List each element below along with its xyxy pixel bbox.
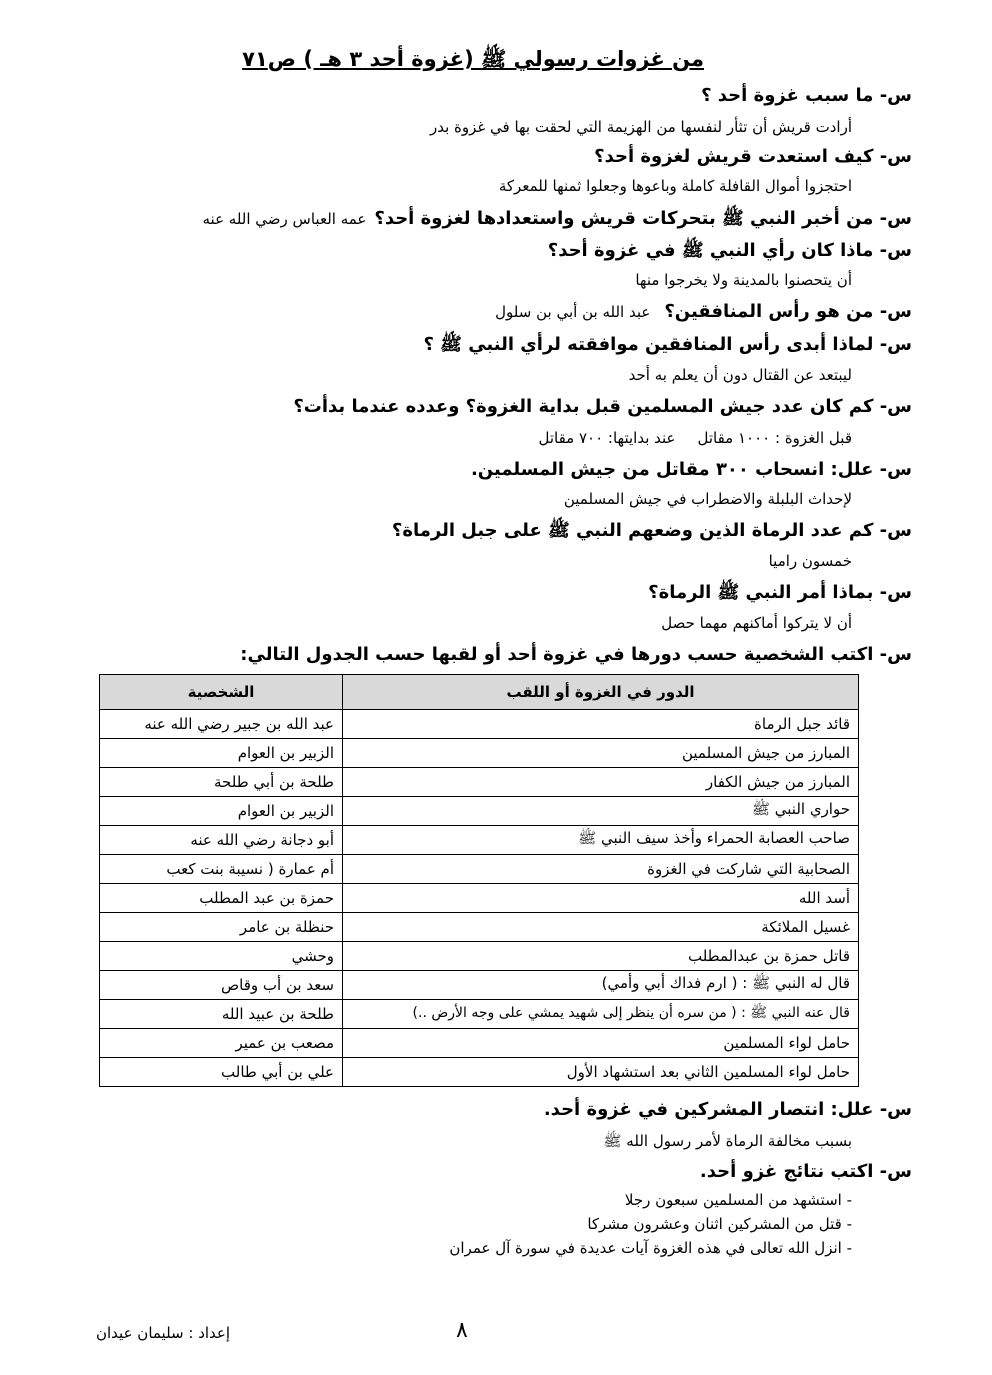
person-cell: مصعب بن عمير bbox=[100, 1029, 343, 1058]
answer-12: بسبب مخالفة الرماة لأمر رسول الله ﷺ bbox=[603, 1132, 852, 1150]
table-row bbox=[100, 855, 859, 884]
table-row bbox=[100, 1058, 859, 1087]
person-cell: طلحة بن عبيد الله bbox=[100, 1000, 343, 1029]
table-row bbox=[100, 1029, 859, 1058]
table-row bbox=[100, 768, 859, 797]
answer-4: أن يتحصنوا بالمدينة ولا يخرجوا منها bbox=[635, 271, 852, 289]
table-row bbox=[100, 942, 859, 971]
person-cell: حنظلة بن عامر bbox=[100, 913, 343, 942]
person-cell: حمزة بن عبد المطلب bbox=[100, 884, 343, 913]
role-cell: الصحابية التي شاركت في الغزوة bbox=[343, 855, 859, 884]
person-cell: سعد بن أب وقاص bbox=[100, 971, 343, 1000]
person-cell: علي بن أبي طالب bbox=[100, 1058, 343, 1087]
author-credit: إعداد : سليمان عيدان bbox=[96, 1324, 231, 1342]
list-item: - انزل الله تعالى في هذه الغزوة آيات عديدة في سورة آل عمران bbox=[449, 1239, 852, 1257]
question-5 bbox=[495, 300, 912, 324]
question-4: س- ماذا كان رأي النبي ﷺ في غزوة أحد؟ bbox=[547, 240, 912, 261]
list-item: - قتل من المشركين اثنان وعشرون مشركا bbox=[587, 1215, 852, 1233]
question-13: س- اكتب نتائج غزو أحد. bbox=[699, 1161, 912, 1182]
person-cell: الزبير بن العوام bbox=[100, 739, 343, 768]
answer-7 bbox=[538, 427, 852, 449]
table-header-row bbox=[100, 675, 859, 710]
table-row bbox=[100, 739, 859, 768]
list-item: - استشهد من المسلمين سبعون رجلا bbox=[624, 1191, 852, 1209]
role-cell: المبارز من جيش الكفار bbox=[343, 768, 859, 797]
question-6: س- لماذا أبدى رأس المنافقين موافقته لرأي النبي ﷺ ؟ bbox=[423, 334, 912, 355]
role-cell: حامل لواء المسلمين الثاني بعد استشهاد الأول bbox=[343, 1058, 859, 1087]
role-cell: قائد جبل الرماة bbox=[343, 710, 859, 739]
answer-3: عمه العباس رضي الله عنه bbox=[202, 210, 367, 228]
question-2: س- كيف استعدت قريش لغزوة أحد؟ bbox=[594, 146, 912, 167]
question-3 bbox=[203, 207, 913, 231]
page-title: من غزوات رسولي ﷺ (غزوة أحد ٣ هـ ) ص٧١ bbox=[242, 47, 704, 71]
question-8: س- علل: انسحاب ٣٠٠ مقاتل من جيش المسلمين. bbox=[470, 459, 912, 480]
person-cell: أبو دجانة رضي الله عنه bbox=[100, 826, 343, 855]
role-cell: أسد الله bbox=[343, 884, 859, 913]
person-cell: طلحة بن أبي طلحة bbox=[100, 768, 343, 797]
role-cell: قال له النبي ﷺ : ( ارم فداك أبي وأمي) bbox=[343, 971, 859, 1000]
question-1: س- ما سبب غزوة أحد ؟ bbox=[701, 85, 912, 106]
question-3-text: س- من أخبر النبي ﷺ بتحركات قريش واستعدادها لغزوة أحد؟ bbox=[374, 208, 912, 229]
role-cell: صاحب العصابة الحمراء وأخذ سيف النبي ﷺ bbox=[343, 826, 859, 855]
role-cell: غسيل الملائكة bbox=[343, 913, 859, 942]
question-7: س- كم كان عدد جيش المسلمين قبل بداية الغزوة؟ وعدده عندما بدأت؟ bbox=[293, 396, 912, 417]
table-row bbox=[100, 797, 859, 826]
page-number: ٨ bbox=[456, 1318, 468, 1343]
table-row bbox=[100, 710, 859, 739]
role-cell: المبارز من جيش المسلمين bbox=[343, 739, 859, 768]
answer-10: أن لا يتركوا أماكنهم مهما حصل bbox=[661, 614, 852, 632]
person-cell: أم عمارة ( نسيبة بنت كعب bbox=[100, 855, 343, 884]
role-cell: حواري النبي ﷺ bbox=[343, 797, 859, 826]
answer-2: احتجزوا أموال القافلة كاملة وباعوها وجعلوا ثمنها للمعركة bbox=[498, 177, 852, 195]
table-row bbox=[100, 971, 859, 1000]
person-cell: عبد الله بن جبير رضي الله عنه bbox=[100, 710, 343, 739]
answer-1: أرادت قريش أن تثأر لنفسها من الهزيمة التي لحقت بها في غزوة بدر bbox=[429, 118, 852, 136]
answer-7-before: قبل الغزوة : ١٠٠٠ مقاتل bbox=[697, 429, 852, 447]
table-row bbox=[100, 1000, 859, 1029]
answer-5: عبد الله بن أبي بن سلول bbox=[495, 303, 651, 321]
role-cell: قاتل حمزة بن عبدالمطلب bbox=[343, 942, 859, 971]
results-list bbox=[449, 1188, 852, 1260]
person-cell: الزبير بن العوام bbox=[100, 797, 343, 826]
role-cell: حامل لواء المسلمين bbox=[343, 1029, 859, 1058]
question-5-text: س- من هو رأس المنافقين؟ bbox=[664, 301, 912, 322]
person-cell: وحشي bbox=[100, 942, 343, 971]
question-10: س- بماذا أمر النبي ﷺ الرماة؟ bbox=[648, 582, 912, 603]
header-person: الشخصية bbox=[100, 675, 343, 710]
question-11: س- اكتب الشخصية حسب دورها في غزوة أحد أو لقبها حسب الجدول التالي: bbox=[240, 644, 912, 665]
role-cell: قال عنه النبي ﷺ : ( من سره أن ينظر إلى شهيد يمشي على وجه الأرض ..) bbox=[343, 1000, 859, 1029]
roles-table bbox=[99, 674, 859, 1087]
table-row bbox=[100, 884, 859, 913]
answer-9: خمسون راميا bbox=[768, 552, 852, 570]
answer-8: لإحداث البلبلة والاضطراب في جيش المسلمين bbox=[563, 490, 852, 508]
table-row bbox=[100, 826, 859, 855]
answer-6: ليبتعد عن القتال دون أن يعلم به أحد bbox=[628, 366, 852, 384]
question-12: س- علل: انتصار المشركين في غزوة أحد. bbox=[543, 1099, 912, 1120]
header-role: الدور في الغزوة أو اللقب bbox=[343, 675, 859, 710]
table-row bbox=[100, 913, 859, 942]
question-9: س- كم عدد الرماة الذين وضعهم النبي ﷺ على جبل الرماة؟ bbox=[391, 520, 912, 541]
answer-7-start: عند بدايتها: ٧٠٠ مقاتل bbox=[538, 429, 676, 447]
